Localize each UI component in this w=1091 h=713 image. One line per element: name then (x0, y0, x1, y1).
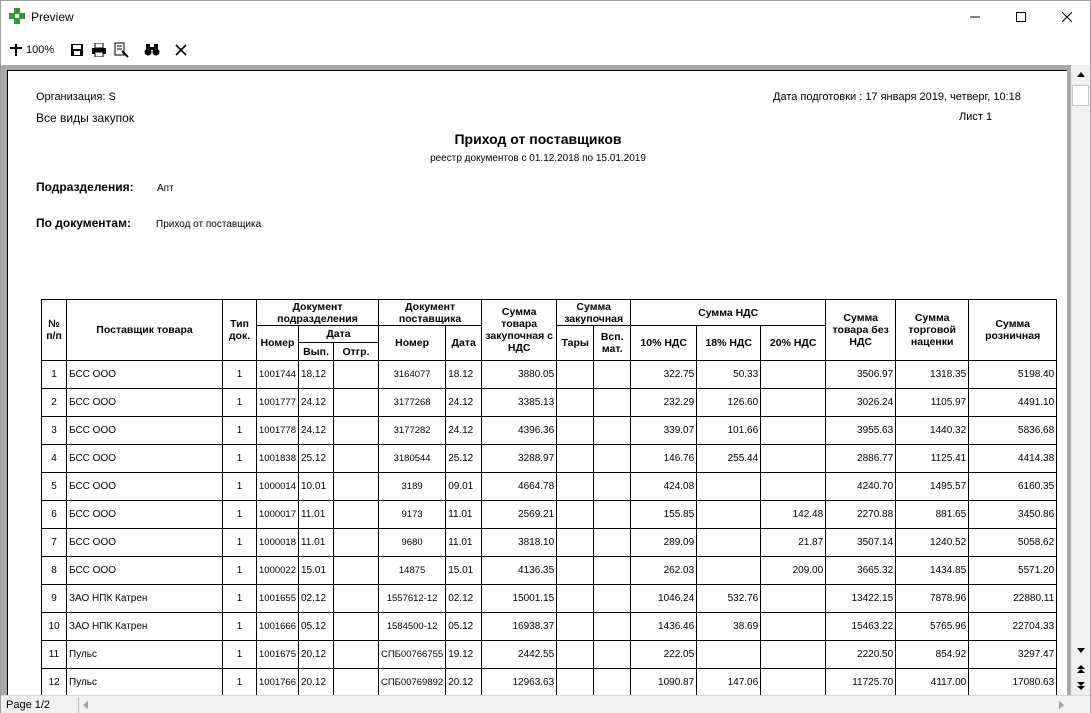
vat10: 1436.46 (631, 613, 697, 641)
vat20: 209.00 (761, 557, 826, 585)
doc-type: 1 (223, 529, 257, 557)
maximize-icon (1016, 12, 1026, 22)
tara-sum (557, 641, 594, 669)
supplier-name: Пульс (67, 669, 223, 696)
row-number: 1 (42, 361, 67, 389)
aux-sum (594, 417, 631, 445)
page-down-button[interactable] (1071, 677, 1090, 694)
vat10: 222.05 (631, 641, 697, 669)
vat10: 232.29 (631, 389, 697, 417)
header-vat20: 20% НДС (761, 326, 826, 361)
header-retail: Сумма розничная (969, 300, 1057, 361)
retail-sum: 22704.33 (969, 613, 1057, 641)
purchase-sum: 2569.21 (482, 501, 557, 529)
retail-sum: 3297.47 (969, 641, 1057, 669)
vat10: 289.09 (631, 529, 697, 557)
chevron-down-icon (1077, 648, 1085, 653)
report-page (7, 70, 1067, 695)
markup-sum: 881.65 (896, 501, 969, 529)
table-row (42, 361, 1057, 389)
doc-type: 1 (223, 669, 257, 696)
vat18: 38.69 (697, 613, 761, 641)
issued-date: 18.12 (298, 361, 333, 389)
vat20 (761, 641, 826, 669)
vat10: 1090.87 (631, 669, 697, 696)
zoom-plus-icon (9, 43, 23, 57)
vat10: 262.03 (631, 557, 697, 585)
retail-sum: 5571.20 (969, 557, 1057, 585)
chevron-right-icon (1059, 701, 1064, 709)
scroll-right-button[interactable] (1059, 700, 1064, 712)
row-number: 5 (42, 473, 67, 501)
purchase-sum: 15001.15 (482, 585, 557, 613)
table-row (42, 445, 1057, 473)
binoculars-icon (144, 43, 160, 57)
issued-date: 25.12 (298, 445, 333, 473)
tara-sum (557, 557, 594, 585)
page-up-button[interactable] (1071, 660, 1090, 677)
vertical-scrollbar[interactable] (1071, 65, 1090, 695)
vat18 (697, 641, 761, 669)
retail-sum: 22880.11 (969, 585, 1057, 613)
minimize-button[interactable] (952, 1, 998, 32)
supplier-doc-date: 20.12 (446, 669, 482, 696)
sum-no-vat: 3506.97 (826, 361, 896, 389)
retail-sum: 5198.40 (969, 361, 1057, 389)
header-sup-number: Номер (378, 326, 445, 361)
shipped-date (333, 641, 378, 669)
tara-sum (557, 669, 594, 696)
vat18: 255.44 (697, 445, 761, 473)
header-doc-type: Тип док. (223, 300, 257, 361)
vat20 (761, 669, 826, 696)
shipped-date (333, 529, 378, 557)
retail-sum: 17080.63 (969, 669, 1057, 696)
report-subtitle: реестр документов с 01.12.2018 по 15.01.2019 (430, 153, 646, 164)
header-num: № п/п (42, 300, 67, 361)
markup-sum: 7878.96 (896, 585, 969, 613)
aux-sum (594, 641, 631, 669)
issued-date: 20.12 (298, 641, 333, 669)
page-indicator: Page 1/2 (1, 697, 79, 713)
doc-type: 1 (223, 473, 257, 501)
supplier-doc-date: 05.12 (446, 613, 482, 641)
purchase-sum: 4664.78 (482, 473, 557, 501)
vat20 (761, 445, 826, 473)
tara-sum (557, 445, 594, 473)
supplier-doc-number: 9173 (378, 501, 445, 529)
supplier-doc-date: 11.01 (446, 529, 482, 557)
dept-doc-number: 1000014 (257, 473, 299, 501)
table-row (42, 417, 1057, 445)
row-number: 12 (42, 669, 67, 696)
row-number: 6 (42, 501, 67, 529)
purchase-types: Все виды закупок (36, 111, 135, 125)
toolbar (1, 37, 1090, 63)
supplier-doc-date: 19.12 (446, 641, 482, 669)
dept-doc-number: 1000018 (257, 529, 299, 557)
supplier-name: Пульс (67, 641, 223, 669)
shipped-date (333, 501, 378, 529)
row-number: 2 (42, 389, 67, 417)
supplier-doc-date: 24.12 (446, 389, 482, 417)
zoom-button[interactable] (9, 40, 54, 60)
doc-type: 1 (223, 389, 257, 417)
vat20: 142.48 (761, 501, 826, 529)
sum-no-vat: 3026.24 (826, 389, 896, 417)
issued-date: 15.01 (298, 557, 333, 585)
vat20 (761, 585, 826, 613)
issued-date: 05.12 (298, 613, 333, 641)
purchase-sum: 16938.37 (482, 613, 557, 641)
sum-no-vat: 2220.50 (826, 641, 896, 669)
close-preview-button[interactable] (175, 40, 187, 60)
supplier-doc-number: 14875 (378, 557, 445, 585)
close-x-icon (175, 44, 187, 56)
vat10: 339.07 (631, 417, 697, 445)
dept-doc-number: 1000022 (257, 557, 299, 585)
chevron-up-icon (1077, 72, 1085, 77)
save-button[interactable] (70, 40, 84, 60)
sum-no-vat: 13422.15 (826, 585, 896, 613)
vat20 (761, 389, 826, 417)
retail-sum: 5836.68 (969, 417, 1057, 445)
header-sup-date: Дата (446, 326, 482, 361)
issued-date: 11.01 (298, 501, 333, 529)
supplier-doc-date: 24.12 (446, 417, 482, 445)
vat10: 322.75 (631, 361, 697, 389)
header-markup: Сумма торговой наценки (896, 300, 969, 361)
row-number: 8 (42, 557, 67, 585)
row-number: 7 (42, 529, 67, 557)
sum-no-vat: 11725.70 (826, 669, 896, 696)
supplier-name: ЗАО НПК Катрен (67, 613, 223, 641)
prepared-date: Дата подготовки : 17 января 2019, четверг, 10:18 (773, 91, 1021, 103)
header-purchase-sum: Сумма товара закупочная с НДС (482, 300, 557, 361)
sum-no-vat: 3665.32 (826, 557, 896, 585)
table-row (42, 473, 1057, 501)
scroll-left-button[interactable] (83, 700, 88, 712)
doc-type: 1 (223, 361, 257, 389)
aux-sum (594, 613, 631, 641)
issued-date: 24.12 (298, 417, 333, 445)
shipped-date (333, 585, 378, 613)
print-button[interactable] (91, 40, 107, 60)
doc-type: 1 (223, 557, 257, 585)
purchase-sum: 3288.97 (482, 445, 557, 473)
aux-sum (594, 445, 631, 473)
vat20 (761, 473, 826, 501)
header-sum-no-vat: Сумма товара без НДС (826, 300, 896, 361)
doc-type: 1 (223, 641, 257, 669)
table-row (42, 669, 1057, 696)
aux-sum (594, 473, 631, 501)
purchase-sum: 12963.63 (482, 669, 557, 696)
dept-doc-number: 1001838 (257, 445, 299, 473)
doc-type: 1 (223, 417, 257, 445)
retail-sum: 3450.86 (969, 501, 1057, 529)
minimize-icon (970, 12, 980, 22)
app-plus-icon (9, 8, 25, 24)
supplier-doc-number: 1557612-12 (378, 585, 445, 613)
vat18 (697, 557, 761, 585)
shipped-date (333, 613, 378, 641)
header-dept-doc: Документ подразделения (257, 300, 379, 326)
aux-sum (594, 585, 631, 613)
dept-doc-number: 1001744 (257, 361, 299, 389)
dept-doc-number: 1001777 (257, 389, 299, 417)
close-window-button[interactable] (1044, 1, 1090, 32)
tara-sum (557, 529, 594, 557)
retail-sum: 5058.62 (969, 529, 1057, 557)
departments-value: Апт (157, 183, 174, 194)
supplier-doc-number: 9680 (378, 529, 445, 557)
issued-date: 11.01 (298, 529, 333, 557)
markup-sum: 1240.52 (896, 529, 969, 557)
table-row (42, 613, 1057, 641)
shipped-date (333, 417, 378, 445)
double-chevron-up-icon (1077, 665, 1085, 673)
vat18: 532.76 (697, 585, 761, 613)
purchase-sum: 3880.05 (482, 361, 557, 389)
purchase-sum: 4396.36 (482, 417, 557, 445)
organization: Организация: S (36, 91, 116, 103)
dept-doc-number: 1001666 (257, 613, 299, 641)
markup-sum: 1434.85 (896, 557, 969, 585)
retail-sum: 4491.10 (969, 389, 1057, 417)
header-tara: Тары (557, 326, 594, 361)
issued-date: 24.12 (298, 389, 333, 417)
sum-no-vat: 2270.88 (826, 501, 896, 529)
markup-sum: 1440.32 (896, 417, 969, 445)
tara-sum (557, 613, 594, 641)
vat20 (761, 361, 826, 389)
status-bar (1, 695, 1090, 713)
sum-no-vat: 3955.63 (826, 417, 896, 445)
dept-doc-number: 1000017 (257, 501, 299, 529)
double-chevron-down-icon (1077, 682, 1085, 690)
markup-sum: 1318.35 (896, 361, 969, 389)
sum-no-vat: 4240.70 (826, 473, 896, 501)
issued-date: 20.12 (298, 669, 333, 696)
close-icon (1062, 12, 1072, 22)
supplier-name: БСС ООО (67, 361, 223, 389)
dept-doc-number: 1001675 (257, 641, 299, 669)
table-row (42, 501, 1057, 529)
supplier-name: БСС ООО (67, 557, 223, 585)
zoom-level: 100% (26, 44, 55, 56)
shipped-date (333, 361, 378, 389)
aux-sum (594, 669, 631, 696)
vat20 (761, 417, 826, 445)
documents-value: Приход от поставщика (156, 219, 262, 230)
dept-doc-number: 1001655 (257, 585, 299, 613)
vat18: 147.06 (697, 669, 761, 696)
header-aux: Всп. мат. (594, 326, 631, 361)
supplier-name: БСС ООО (67, 445, 223, 473)
purchase-sum: 4136.35 (482, 557, 557, 585)
vat10: 424.08 (631, 473, 697, 501)
supplier-doc-number: СПБ00766755 (378, 641, 445, 669)
purchase-sum: 2442.55 (482, 641, 557, 669)
preview-area[interactable] (1, 65, 1071, 695)
doc-type: 1 (223, 585, 257, 613)
aux-sum (594, 501, 631, 529)
vat10: 146.76 (631, 445, 697, 473)
vat20 (761, 613, 826, 641)
save-icon (70, 43, 84, 57)
vat10: 1046.24 (631, 585, 697, 613)
markup-sum: 5765.96 (896, 613, 969, 641)
shipped-date (333, 669, 378, 696)
find-button[interactable] (144, 40, 160, 60)
documents-label: По документам: (36, 216, 131, 230)
scrollbar-thumb[interactable] (1072, 85, 1089, 106)
vat18 (697, 501, 761, 529)
chevron-left-icon (83, 701, 88, 709)
doc-type: 1 (223, 613, 257, 641)
header-vat-sum: Сумма НДС (631, 300, 826, 326)
dept-doc-number: 1001766 (257, 669, 299, 696)
aux-sum (594, 557, 631, 585)
maximize-button[interactable] (998, 1, 1044, 32)
aux-sum (594, 529, 631, 557)
tara-sum (557, 585, 594, 613)
horizontal-scrollbar[interactable] (81, 697, 1069, 713)
markup-sum: 4117.00 (896, 669, 969, 696)
vat18: 126.60 (697, 389, 761, 417)
sum-no-vat: 2886.77 (826, 445, 896, 473)
supplier-doc-number: 3164077 (378, 361, 445, 389)
supplier-doc-number: СПБ00769892 (378, 669, 445, 696)
header-supplier-doc: Документ поставщика (378, 300, 481, 326)
markup-sum: 1495.57 (896, 473, 969, 501)
supplier-doc-number: 1584500-12 (378, 613, 445, 641)
aux-sum (594, 389, 631, 417)
supplier-name: БСС ООО (67, 473, 223, 501)
tara-sum (557, 473, 594, 501)
retail-sum: 4414.38 (969, 445, 1057, 473)
vat18: 101.66 (697, 417, 761, 445)
supplier-doc-number: 3189 (378, 473, 445, 501)
sum-no-vat: 3507.14 (826, 529, 896, 557)
sheet-number: Лист 1 (959, 111, 993, 123)
shipped-date (333, 445, 378, 473)
supplier-name: ЗАО НПК Катрен (67, 585, 223, 613)
tara-sum (557, 389, 594, 417)
supplier-doc-number: 3177268 (378, 389, 445, 417)
table-row (42, 585, 1057, 613)
vat18 (697, 473, 761, 501)
supplier-doc-number: 3177282 (378, 417, 445, 445)
shipped-date (333, 557, 378, 585)
departments-label: Подразделения: (36, 180, 134, 194)
issued-date: 02.12 (298, 585, 333, 613)
row-number: 9 (42, 585, 67, 613)
supplier-doc-date: 09.01 (446, 473, 482, 501)
supplier-doc-date: 15.01 (446, 557, 482, 585)
tara-sum (557, 417, 594, 445)
header-date: Дата (298, 326, 378, 343)
sum-no-vat: 15463.22 (826, 613, 896, 641)
row-number: 4 (42, 445, 67, 473)
page-setup-icon (113, 42, 129, 58)
table-row (42, 389, 1057, 417)
header-supplier: Поставщик товара (67, 300, 223, 361)
report-title: Приход от поставщиков (454, 131, 622, 147)
tara-sum (557, 361, 594, 389)
window-title: Preview (31, 10, 74, 24)
row-number: 3 (42, 417, 67, 445)
supplier-doc-date: 25.12 (446, 445, 482, 473)
aux-sum (594, 361, 631, 389)
supplier-name: БСС ООО (67, 501, 223, 529)
header-shipped: Отгр. (333, 343, 378, 361)
supplier-doc-date: 18.12 (446, 361, 482, 389)
vat18 (697, 529, 761, 557)
scroll-up-button[interactable] (1071, 66, 1090, 83)
header-vat18: 18% НДС (697, 326, 761, 361)
vat20: 21.87 (761, 529, 826, 557)
header-vat10: 10% НДС (631, 326, 697, 361)
header-dept-number: Номер (257, 326, 299, 361)
table-row (42, 529, 1057, 557)
tara-sum (557, 501, 594, 529)
page-setup-button[interactable] (113, 40, 129, 60)
row-number: 11 (42, 641, 67, 669)
vat18: 50.33 (697, 361, 761, 389)
supplier-doc-date: 11.01 (446, 501, 482, 529)
documents-table (41, 299, 1057, 695)
purchase-sum: 3818.10 (482, 529, 557, 557)
supplier-doc-number: 3180544 (378, 445, 445, 473)
doc-type: 1 (223, 501, 257, 529)
supplier-name: БСС ООО (67, 529, 223, 557)
header-purchase-sum2: Сумма закупочная (557, 300, 631, 326)
supplier-doc-date: 02.12 (446, 585, 482, 613)
supplier-name: БСС ООО (67, 417, 223, 445)
issued-date: 10.01 (298, 473, 333, 501)
retail-sum: 6160.35 (969, 473, 1057, 501)
row-number: 10 (42, 613, 67, 641)
shipped-date (333, 389, 378, 417)
markup-sum: 854.92 (896, 641, 969, 669)
markup-sum: 1105.97 (896, 389, 969, 417)
table-row (42, 641, 1057, 669)
purchase-sum: 3385.13 (482, 389, 557, 417)
shipped-date (333, 473, 378, 501)
markup-sum: 1125.41 (896, 445, 969, 473)
dept-doc-number: 1001778 (257, 417, 299, 445)
title-bar (1, 1, 1090, 32)
scroll-down-button[interactable] (1071, 642, 1090, 659)
supplier-name: БСС ООО (67, 389, 223, 417)
table-row (42, 557, 1057, 585)
header-issued: Вып. (298, 343, 333, 361)
vat10: 155.85 (631, 501, 697, 529)
printer-icon (91, 43, 107, 57)
doc-type: 1 (223, 445, 257, 473)
